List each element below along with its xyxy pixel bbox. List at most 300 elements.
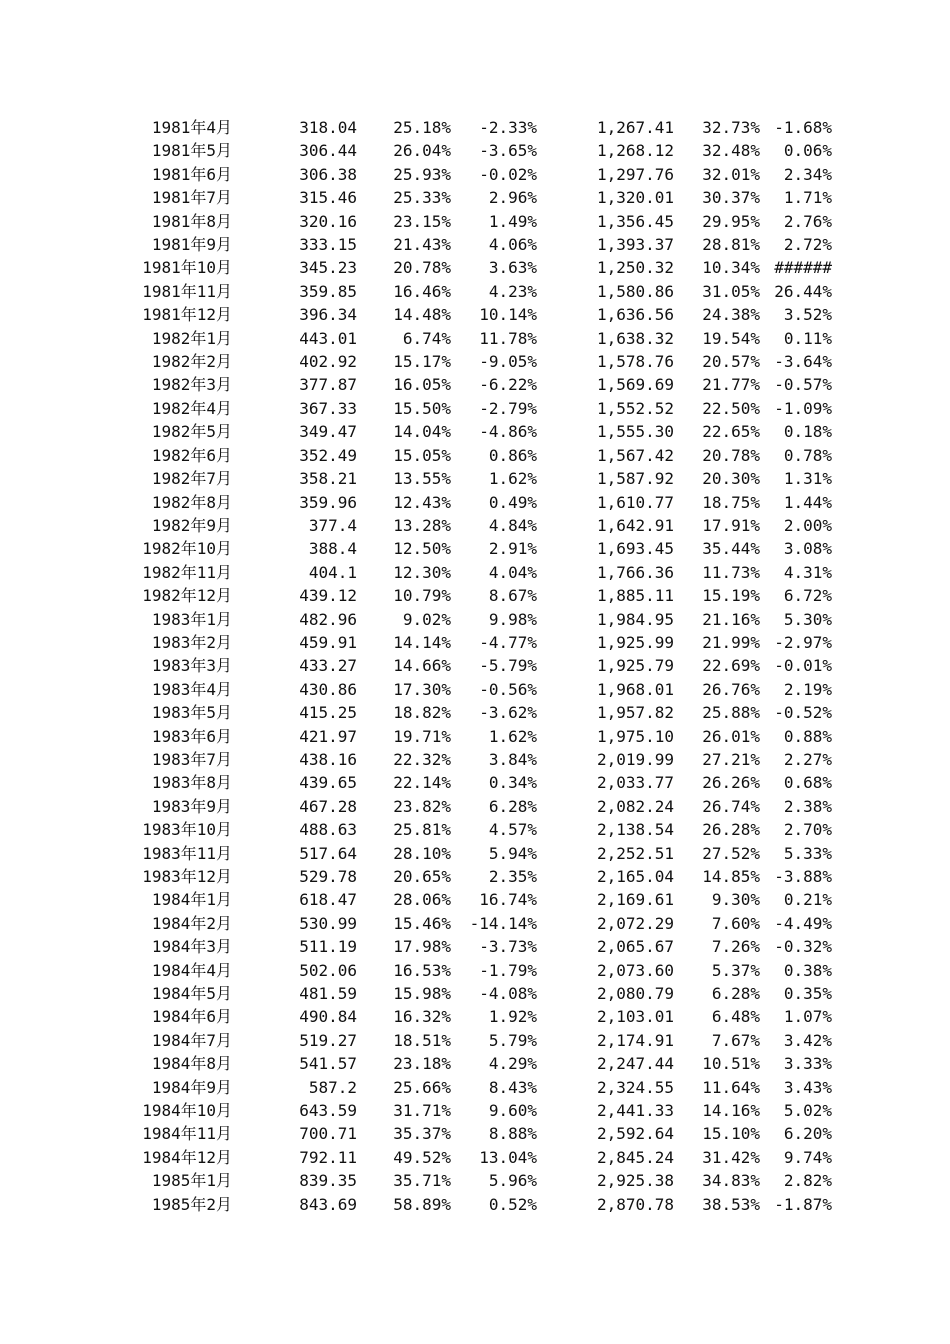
month-cell: 1983年8月	[151, 773, 232, 793]
mom-b-cell: 2.27%	[783, 749, 832, 769]
yoy-b-cell: 20.30%	[702, 469, 760, 489]
value-b-cell: 1,569.69	[596, 375, 674, 395]
value-a-cell: 404.1	[308, 562, 357, 582]
mom-b-cell: 2.70%	[783, 820, 832, 840]
yoy-a-cell: 16.05%	[393, 375, 451, 395]
yoy-b-cell: 31.42%	[702, 1147, 760, 1167]
value-a-cell: 843.69	[299, 1194, 357, 1214]
mom-b-cell: -4.49%	[774, 913, 832, 933]
yoy-b-cell: 30.37%	[702, 188, 760, 208]
value-a-cell: 529.78	[299, 867, 357, 886]
table-row	[0, 748, 950, 771]
yoy-a-cell: 16.53%	[393, 960, 451, 980]
mom-b-cell: ######	[774, 258, 832, 278]
mom-a-cell: 4.06%	[488, 235, 537, 255]
value-b-cell: 1,975.10	[596, 726, 674, 746]
yoy-a-cell: 16.32%	[393, 1007, 451, 1027]
value-a-cell: 490.84	[299, 1007, 357, 1027]
yoy-b-cell: 28.81%	[702, 235, 760, 255]
table-row	[0, 795, 950, 818]
mom-b-cell: 2.34%	[783, 164, 832, 184]
month-cell: 1984年1月	[151, 890, 232, 910]
mom-a-cell: 5.94%	[488, 843, 537, 863]
mom-a-cell: 6.28%	[488, 796, 537, 816]
month-cell: 1984年2月	[151, 913, 232, 933]
value-b-cell: 1,610.77	[596, 492, 674, 512]
mom-a-cell: 4.29%	[488, 1054, 537, 1074]
value-a-cell: 443.01	[299, 328, 357, 348]
yoy-b-cell: 14.16%	[702, 1101, 760, 1121]
mom-b-cell: -0.32%	[774, 937, 832, 957]
mom-b-cell: -3.88%	[774, 867, 832, 886]
yoy-b-cell: 6.48%	[711, 1007, 760, 1027]
mom-a-cell: 9.98%	[488, 609, 537, 629]
month-cell: 1983年5月	[151, 703, 232, 723]
value-a-cell: 402.92	[299, 352, 357, 372]
month-cell: 1982年7月	[151, 469, 232, 489]
month-cell: 1982年6月	[151, 445, 232, 465]
mom-b-cell: 3.33%	[783, 1054, 832, 1074]
value-a-cell: 467.28	[299, 796, 357, 816]
month-cell: 1984年4月	[151, 960, 232, 980]
table-row	[0, 584, 950, 607]
value-b-cell: 1,578.76	[596, 352, 674, 372]
value-a-cell: 792.11	[299, 1147, 357, 1167]
table-row	[0, 1122, 950, 1145]
mom-b-cell: 0.88%	[783, 726, 832, 746]
yoy-b-cell: 9.30%	[711, 890, 760, 910]
yoy-a-cell: 14.48%	[393, 305, 451, 325]
month-cell: 1984年3月	[151, 937, 232, 957]
month-cell: 1983年12月	[142, 867, 232, 886]
yoy-a-cell: 15.05%	[393, 445, 451, 465]
mom-a-cell: -1.79%	[479, 960, 537, 980]
yoy-a-cell: 13.55%	[393, 469, 451, 489]
month-cell: 1983年11月	[142, 843, 232, 863]
value-b-cell: 1,580.86	[596, 281, 674, 301]
table-row	[0, 514, 950, 537]
month-cell: 1981年8月	[151, 211, 232, 231]
yoy-a-cell: 12.50%	[393, 539, 451, 559]
mom-a-cell: -0.56%	[479, 679, 537, 699]
table-row	[0, 116, 950, 139]
value-b-cell: 1,567.42	[596, 445, 674, 465]
mom-a-cell: 2.96%	[488, 188, 537, 208]
mom-a-cell: 4.23%	[488, 281, 537, 301]
mom-a-cell: 1.49%	[488, 211, 537, 231]
mom-a-cell: 8.43%	[488, 1077, 537, 1097]
month-cell: 1983年6月	[151, 726, 232, 746]
value-a-cell: 643.59	[299, 1101, 357, 1121]
yoy-b-cell: 38.53%	[702, 1194, 760, 1214]
table-row	[0, 1193, 950, 1216]
month-cell: 1982年10月	[142, 539, 232, 559]
mom-b-cell: 5.02%	[783, 1101, 832, 1121]
table-row	[0, 233, 950, 256]
table-row	[0, 256, 950, 279]
yoy-b-cell: 26.28%	[702, 820, 760, 840]
mom-b-cell: 26.44%	[774, 281, 832, 301]
mom-b-cell: -2.97%	[774, 632, 832, 652]
month-cell: 1983年4月	[151, 679, 232, 699]
value-a-cell: 359.96	[299, 492, 357, 512]
table-row	[0, 1099, 950, 1122]
yoy-b-cell: 15.19%	[702, 586, 760, 606]
value-a-cell: 618.47	[299, 890, 357, 910]
mom-b-cell: 1.31%	[783, 469, 832, 489]
yoy-a-cell: 35.71%	[393, 1171, 451, 1191]
yoy-a-cell: 20.65%	[393, 867, 451, 886]
table-row	[0, 280, 950, 303]
yoy-b-cell: 26.26%	[702, 773, 760, 793]
month-cell: 1982年1月	[151, 328, 232, 348]
yoy-a-cell: 15.17%	[393, 352, 451, 372]
value-a-cell: 430.86	[299, 679, 357, 699]
value-b-cell: 1,885.11	[596, 586, 674, 606]
yoy-a-cell: 25.93%	[393, 164, 451, 184]
month-cell: 1984年6月	[151, 1007, 232, 1027]
value-b-cell: 1,320.01	[596, 188, 674, 208]
mom-a-cell: 2.35%	[488, 867, 537, 886]
value-a-cell: 377.87	[299, 375, 357, 395]
value-b-cell: 2,019.99	[596, 749, 674, 769]
yoy-b-cell: 11.64%	[702, 1077, 760, 1097]
value-a-cell: 439.12	[299, 586, 357, 606]
month-cell: 1984年10月	[142, 1101, 232, 1121]
value-a-cell: 352.49	[299, 445, 357, 465]
value-b-cell: 2,925.38	[596, 1171, 674, 1191]
mom-b-cell: -0.52%	[774, 703, 832, 723]
value-a-cell: 306.44	[299, 141, 357, 161]
table-row	[0, 420, 950, 443]
value-a-cell: 517.64	[299, 843, 357, 863]
yoy-a-cell: 23.15%	[393, 211, 451, 231]
mom-b-cell: -1.87%	[774, 1194, 832, 1214]
value-b-cell: 1,297.76	[596, 164, 674, 184]
value-a-cell: 333.15	[299, 235, 357, 255]
mom-a-cell: 10.14%	[479, 305, 537, 325]
mom-b-cell: 0.06%	[783, 141, 832, 161]
mom-a-cell: 11.78%	[479, 328, 537, 348]
value-b-cell: 1,638.32	[596, 328, 674, 348]
table-row	[0, 631, 950, 654]
table-row	[0, 842, 950, 865]
yoy-b-cell: 26.01%	[702, 726, 760, 746]
mom-b-cell: 1.07%	[783, 1007, 832, 1027]
mom-a-cell: -4.86%	[479, 422, 537, 442]
table-row	[0, 327, 950, 350]
yoy-b-cell: 31.05%	[702, 281, 760, 301]
yoy-b-cell: 7.60%	[711, 913, 760, 933]
yoy-b-cell: 26.74%	[702, 796, 760, 816]
table-row	[0, 139, 950, 162]
table-row	[0, 1169, 950, 1192]
month-cell: 1983年7月	[151, 749, 232, 769]
mom-b-cell: -1.68%	[774, 118, 832, 137]
value-b-cell: 1,925.79	[596, 656, 674, 676]
month-cell: 1984年11月	[142, 1124, 232, 1144]
month-cell: 1982年4月	[151, 398, 232, 418]
yoy-a-cell: 13.28%	[393, 515, 451, 535]
yoy-a-cell: 18.82%	[393, 703, 451, 723]
table-row	[0, 701, 950, 724]
mom-a-cell: -4.08%	[479, 984, 537, 1004]
month-cell: 1982年2月	[151, 352, 232, 372]
mom-b-cell: 0.21%	[783, 890, 832, 910]
yoy-b-cell: 27.21%	[702, 749, 760, 769]
value-a-cell: 349.47	[299, 422, 357, 442]
mom-a-cell: -14.14%	[469, 913, 537, 933]
yoy-a-cell: 12.43%	[393, 492, 451, 512]
value-a-cell: 438.16	[299, 749, 357, 769]
value-a-cell: 388.4	[308, 539, 357, 559]
yoy-a-cell: 17.98%	[393, 937, 451, 957]
mom-b-cell: -0.57%	[774, 375, 832, 395]
value-b-cell: 1,984.95	[596, 609, 674, 629]
value-a-cell: 396.34	[299, 305, 357, 325]
yoy-a-cell: 25.81%	[393, 820, 451, 840]
mom-a-cell: -0.02%	[479, 164, 537, 184]
value-b-cell: 2,080.79	[596, 984, 674, 1004]
mom-b-cell: 3.52%	[783, 305, 832, 325]
yoy-b-cell: 20.78%	[702, 445, 760, 465]
table-row	[0, 982, 950, 1005]
yoy-b-cell: 29.95%	[702, 211, 760, 231]
value-b-cell: 1,636.56	[596, 305, 674, 325]
yoy-b-cell: 10.51%	[702, 1054, 760, 1074]
mom-a-cell: 4.04%	[488, 562, 537, 582]
yoy-a-cell: 19.71%	[393, 726, 451, 746]
yoy-a-cell: 17.30%	[393, 679, 451, 699]
mom-a-cell: 13.04%	[479, 1147, 537, 1167]
table-row	[0, 491, 950, 514]
yoy-a-cell: 10.79%	[393, 586, 451, 606]
value-b-cell: 1,268.12	[596, 141, 674, 161]
mom-a-cell: 0.34%	[488, 773, 537, 793]
yoy-a-cell: 49.52%	[393, 1147, 451, 1167]
value-b-cell: 1,642.91	[596, 515, 674, 535]
mom-a-cell: 3.84%	[488, 749, 537, 769]
mom-b-cell: 2.82%	[783, 1171, 832, 1191]
mom-b-cell: 6.20%	[783, 1124, 832, 1144]
mom-b-cell: 0.35%	[783, 984, 832, 1004]
value-b-cell: 2,174.91	[596, 1030, 674, 1050]
table-row	[0, 725, 950, 748]
yoy-a-cell: 15.46%	[393, 913, 451, 933]
value-b-cell: 2,138.54	[596, 820, 674, 840]
table-row	[0, 350, 950, 373]
mom-a-cell: -3.62%	[479, 703, 537, 723]
yoy-a-cell: 31.71%	[393, 1101, 451, 1121]
value-b-cell: 2,247.44	[596, 1054, 674, 1074]
yoy-a-cell: 25.66%	[393, 1077, 451, 1097]
value-b-cell: 2,165.04	[596, 867, 674, 886]
yoy-a-cell: 22.32%	[393, 749, 451, 769]
value-b-cell: 1,356.45	[596, 211, 674, 231]
month-cell: 1981年4月	[151, 118, 232, 137]
mom-a-cell: 3.63%	[488, 258, 537, 278]
table-row	[0, 959, 950, 982]
table-row	[0, 935, 950, 958]
value-a-cell: 519.27	[299, 1030, 357, 1050]
value-b-cell: 1,393.37	[596, 235, 674, 255]
month-cell: 1981年11月	[142, 281, 232, 301]
yoy-a-cell: 23.82%	[393, 796, 451, 816]
value-a-cell: 481.59	[299, 984, 357, 1004]
table-row	[0, 771, 950, 794]
yoy-a-cell: 22.14%	[393, 773, 451, 793]
mom-b-cell: 2.72%	[783, 235, 832, 255]
yoy-b-cell: 35.44%	[702, 539, 760, 559]
value-a-cell: 541.57	[299, 1054, 357, 1074]
month-cell: 1985年2月	[151, 1194, 232, 1214]
value-a-cell: 320.16	[299, 211, 357, 231]
mom-b-cell: 3.42%	[783, 1030, 832, 1050]
yoy-b-cell: 19.54%	[702, 328, 760, 348]
value-a-cell: 377.4	[308, 515, 357, 535]
value-b-cell: 1,555.30	[596, 422, 674, 442]
mom-b-cell: 0.11%	[783, 328, 832, 348]
value-a-cell: 488.63	[299, 820, 357, 840]
mom-b-cell: -3.64%	[774, 352, 832, 372]
yoy-b-cell: 26.76%	[702, 679, 760, 699]
mom-a-cell: -4.77%	[479, 632, 537, 652]
table-row	[0, 397, 950, 420]
value-b-cell: 2,169.61	[596, 890, 674, 910]
month-cell: 1984年5月	[151, 984, 232, 1004]
yoy-b-cell: 32.01%	[702, 164, 760, 184]
value-b-cell: 1,587.92	[596, 469, 674, 489]
value-a-cell: 421.97	[299, 726, 357, 746]
month-cell: 1982年3月	[151, 375, 232, 395]
mom-a-cell: 5.96%	[488, 1171, 537, 1191]
yoy-b-cell: 18.75%	[702, 492, 760, 512]
value-b-cell: 1,552.52	[596, 398, 674, 418]
value-b-cell: 1,693.45	[596, 539, 674, 559]
yoy-b-cell: 17.91%	[702, 515, 760, 535]
month-cell: 1981年7月	[151, 188, 232, 208]
yoy-a-cell: 25.33%	[393, 188, 451, 208]
table-row	[0, 912, 950, 935]
value-a-cell: 459.91	[299, 632, 357, 652]
table-row	[0, 1076, 950, 1099]
yoy-b-cell: 21.16%	[702, 609, 760, 629]
value-a-cell: 439.65	[299, 773, 357, 793]
value-b-cell: 2,441.33	[596, 1101, 674, 1121]
table-row	[0, 1052, 950, 1075]
yoy-a-cell: 20.78%	[393, 258, 451, 278]
month-cell: 1981年12月	[142, 305, 232, 325]
table-row	[0, 303, 950, 326]
mom-b-cell: 5.33%	[783, 843, 832, 863]
table-row	[0, 444, 950, 467]
mom-a-cell: 0.52%	[488, 1194, 537, 1214]
table-row	[0, 678, 950, 701]
mom-b-cell: 5.30%	[783, 609, 832, 629]
table-row	[0, 537, 950, 560]
yoy-b-cell: 32.48%	[702, 141, 760, 161]
value-a-cell: 511.19	[299, 937, 357, 957]
yoy-b-cell: 15.10%	[702, 1124, 760, 1144]
mom-b-cell: 2.00%	[783, 515, 832, 535]
value-a-cell: 482.96	[299, 609, 357, 629]
table-row	[0, 163, 950, 186]
month-cell: 1984年7月	[151, 1030, 232, 1050]
month-cell: 1981年10月	[142, 258, 232, 278]
month-cell: 1982年8月	[151, 492, 232, 512]
mom-a-cell: -5.79%	[479, 656, 537, 676]
mom-a-cell: 4.84%	[488, 515, 537, 535]
yoy-a-cell: 12.30%	[393, 562, 451, 582]
value-a-cell: 502.06	[299, 960, 357, 980]
yoy-b-cell: 11.73%	[702, 562, 760, 582]
value-a-cell: 318.04	[299, 118, 357, 137]
value-a-cell: 359.85	[299, 281, 357, 301]
mom-a-cell: 4.57%	[488, 820, 537, 840]
yoy-b-cell: 21.77%	[702, 375, 760, 395]
mom-b-cell: 0.78%	[783, 445, 832, 465]
yoy-b-cell: 10.34%	[702, 258, 760, 278]
mom-b-cell: 2.76%	[783, 211, 832, 231]
month-cell: 1983年3月	[151, 656, 232, 676]
mom-b-cell: 4.31%	[783, 562, 832, 582]
yoy-b-cell: 6.28%	[711, 984, 760, 1004]
mom-a-cell: 16.74%	[479, 890, 537, 910]
mom-b-cell: -0.01%	[774, 656, 832, 676]
month-cell: 1982年5月	[151, 422, 232, 442]
mom-a-cell: 8.67%	[488, 586, 537, 606]
value-a-cell: 839.35	[299, 1171, 357, 1191]
mom-b-cell: 9.74%	[783, 1147, 832, 1167]
value-b-cell: 2,033.77	[596, 773, 674, 793]
mom-b-cell: -1.09%	[774, 398, 832, 418]
mom-b-cell: 1.44%	[783, 492, 832, 512]
mom-a-cell: -6.22%	[479, 375, 537, 395]
value-a-cell: 700.71	[299, 1124, 357, 1144]
month-cell: 1981年5月	[151, 141, 232, 161]
value-a-cell: 530.99	[299, 913, 357, 933]
month-cell: 1984年12月	[142, 1147, 232, 1167]
yoy-a-cell: 26.04%	[393, 141, 451, 161]
mom-a-cell: 2.91%	[488, 539, 537, 559]
month-cell: 1982年11月	[142, 562, 232, 582]
yoy-b-cell: 22.69%	[702, 656, 760, 676]
yoy-b-cell: 27.52%	[702, 843, 760, 863]
mom-b-cell: 6.72%	[783, 586, 832, 606]
yoy-a-cell: 16.46%	[393, 281, 451, 301]
mom-b-cell: 0.18%	[783, 422, 832, 442]
value-b-cell: 1,267.41	[596, 118, 674, 137]
value-b-cell: 2,073.60	[596, 960, 674, 980]
value-a-cell: 306.38	[299, 164, 357, 184]
month-cell: 1984年9月	[151, 1077, 232, 1097]
mom-b-cell: 2.19%	[783, 679, 832, 699]
table-row	[0, 654, 950, 677]
mom-a-cell: -3.65%	[479, 141, 537, 161]
value-b-cell: 2,324.55	[596, 1077, 674, 1097]
value-b-cell: 2,252.51	[596, 843, 674, 863]
mom-a-cell: -2.33%	[479, 118, 537, 137]
mom-a-cell: 0.86%	[488, 445, 537, 465]
mom-b-cell: 0.68%	[783, 773, 832, 793]
yoy-a-cell: 28.06%	[393, 890, 451, 910]
yoy-a-cell: 58.89%	[393, 1194, 451, 1214]
value-b-cell: 2,065.67	[596, 937, 674, 957]
value-b-cell: 2,072.29	[596, 913, 674, 933]
yoy-a-cell: 9.02%	[402, 609, 451, 629]
yoy-b-cell: 32.73%	[702, 118, 760, 137]
yoy-a-cell: 15.98%	[393, 984, 451, 1004]
